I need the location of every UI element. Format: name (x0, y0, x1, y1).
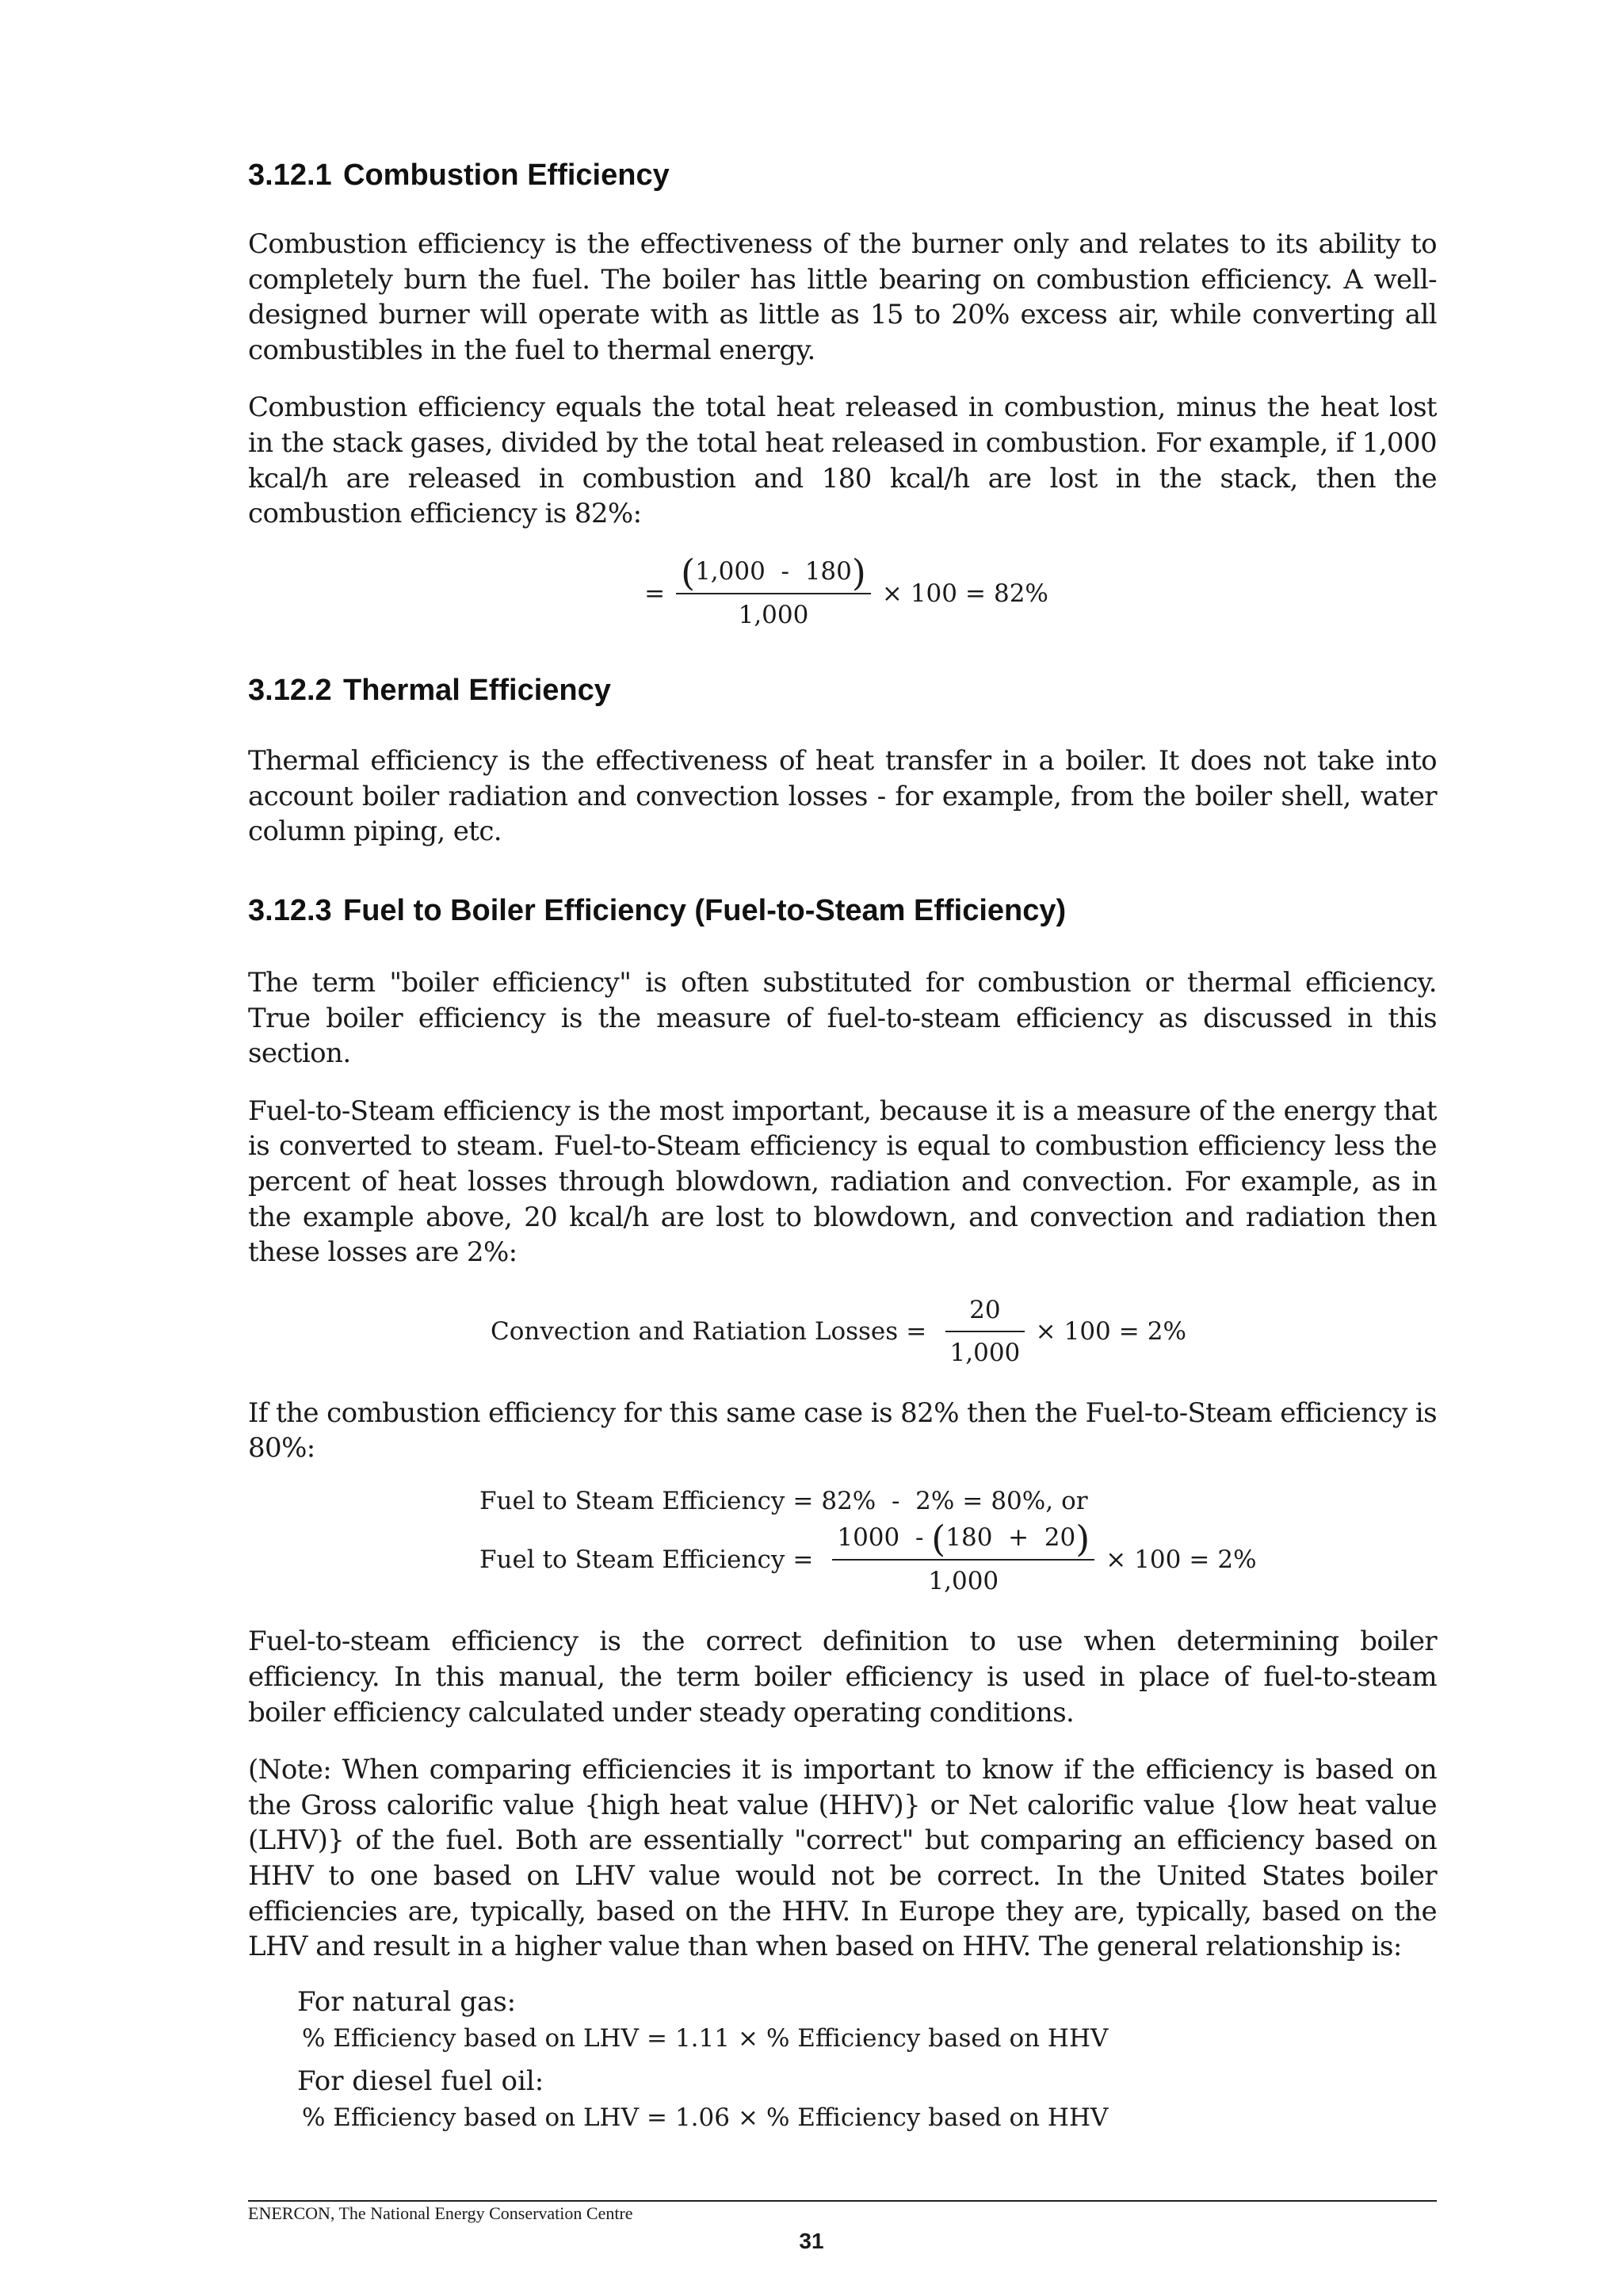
times-sign: × (737, 2023, 758, 2053)
times-sign: × (1035, 1316, 1056, 1346)
numerator: 1,000 - 180 (695, 556, 852, 586)
section-title: Thermal Efficiency (343, 674, 611, 708)
equals-sign: = (962, 1486, 983, 1515)
equation-fuel-to-steam-2 (248, 1517, 1437, 1598)
paragraph: Combustion efficiency is the effectiveness of the burner only and relates to its ability to completely burn the fuel. The boiler has little bearing on combustion efficiency. A well-designed burner will operate with as little as 15 to 20% excess air, while converting all combustibles in the fuel to thermal energy. (248, 228, 1437, 366)
fuel-label: For natural gas: (297, 1985, 517, 2018)
times-sign: × (737, 2103, 758, 2132)
footer-org: ENERCON, The National Energy Conservation Centre (248, 2203, 633, 2223)
fraction: $\frac{(1,000 - 180)}{1,000}$ (676, 556, 871, 632)
section-heading-3-12-1 (248, 155, 1437, 195)
equals-sign: = (1118, 1316, 1140, 1346)
section-title: Combustion Efficiency (343, 159, 670, 192)
factor: 100 (1134, 1545, 1182, 1574)
paragraph: If the combustion efficiency for this same case is 82% then the Fuel-to-Steam efficiency is 80%: (248, 1396, 1437, 1465)
result: 2% (1147, 1316, 1186, 1346)
section-number: 3.12.1 (248, 159, 332, 192)
equals-sign: = (1189, 1545, 1210, 1574)
equation-label: Fuel to Steam Efficiency (479, 1545, 785, 1574)
footer-rule (248, 2200, 1437, 2202)
page-number: 31 (799, 2229, 824, 2253)
equation-losses (248, 1294, 1437, 1369)
relation-factor: 1.06 (674, 2103, 730, 2132)
result: 82% (993, 579, 1048, 608)
equals-sign: = (964, 579, 986, 608)
equals-sign: = (646, 2103, 667, 2132)
equals-sign: = (644, 579, 666, 608)
section-number: 3.12.2 (248, 674, 332, 708)
equals-sign: = (646, 2023, 667, 2053)
paragraph: (Note: When comparing efficiencies it is important to know if the efficiency is based on the Gross calorific value {high heat value (HHV)} or Net calorific value {low heat value (LHV)} of the fuel. Both are essentially "correct" but comparing an efficiency based on HHV to one based on LHV value would not be correct. In the United States boiler efficiencies are, typically, based on the HHV. In Europe they are, typically, based on the LHV and result in a higher value than when based on HHV. The general relationship is: (248, 1754, 1437, 1963)
relation-lhs: % Efficiency based on LHV (302, 2103, 639, 2132)
numerator-paren: 180 + 20 (945, 1522, 1076, 1552)
section-number: 3.12.3 (248, 894, 332, 928)
page-content (248, 155, 1437, 2136)
result: 80%, (991, 1486, 1054, 1515)
paragraph: Fuel-to-Steam efficiency is the most important, because it is a measure of the energy that is converted to steam. Fuel-to-Steam efficiency is equal to combustion efficiency less the percent of heat losses through blowdown, radiation and convection. For example, as in the example above, 20 kcal/h are lost to blowdown, and convection and radiation then these losses are 2%: (248, 1095, 1437, 1269)
equals-sign: = (792, 1486, 814, 1515)
paragraph: The term "boiler efficiency" is often substituted for combustion or thermal efficiency. True boiler efficiency is the measure of fuel-to-steam efficiency as discussed in this section. (248, 967, 1437, 1070)
fuel-label: For diesel fuel oil: (297, 2065, 544, 2097)
relation-natural-gas (248, 1984, 1437, 2057)
section-title: Fuel to Boiler Efficiency (Fuel-to-Steam Efficiency) (343, 894, 1067, 928)
equation-combustion-efficiency (248, 551, 1437, 632)
equals-sign: = (792, 1545, 814, 1574)
section-heading-3-12-2 (248, 670, 1437, 710)
relation-rhs: % Efficiency based on HHV (766, 2023, 1109, 2053)
relation-diesel (248, 2063, 1437, 2136)
equation-label: Fuel to Steam Efficiency (479, 1486, 785, 1515)
equation-fuel-to-steam-1 (248, 1487, 1437, 1515)
fraction: $\frac{1000 - (180 + 20)}{1,000}$ (832, 1522, 1094, 1598)
times-sign: × (1106, 1545, 1127, 1574)
numerator-left: 1000 - (837, 1522, 924, 1552)
result: 2% (1217, 1545, 1257, 1574)
factor: 100 (910, 579, 957, 608)
factor: 100 (1064, 1316, 1111, 1346)
denominator: 1,000 (928, 1567, 999, 1596)
paragraph: Fuel-to-steam efficiency is the correct definition to use when determining boiler efficiency. In this manual, the term boiler efficiency is used in place of fuel-to-steam boiler efficiency calculated under steady operating conditions. (248, 1626, 1437, 1729)
equation-label: Convection and Ratiation Losses (491, 1316, 899, 1346)
relation-lhs: % Efficiency based on LHV (302, 2023, 639, 2053)
section-heading-3-12-3 (248, 891, 1437, 930)
numerator: 20 (945, 1294, 1024, 1332)
denominator: 1,000 (949, 1338, 1021, 1367)
paragraph: Combustion efficiency equals the total heat released in combustion, minus the heat lost in the stack gases, divided by the total heat released in combustion. For example, if 1,000 kcal/h are released in combustion and 180 kcal/h are lost in the stack, then the combustion efficiency is 82%: (248, 392, 1437, 530)
relation-rhs: % Efficiency based on HHV (766, 2103, 1109, 2132)
equals-sign: = (906, 1316, 927, 1346)
expression: 82% - 2% (821, 1486, 955, 1515)
or-word: or (1061, 1486, 1088, 1515)
times-sign: × (881, 579, 903, 608)
denominator: 1,000 (738, 601, 809, 630)
paragraph: Thermal efficiency is the effectiveness of heat transfer in a boiler. It does not take into account boiler radiation and convection losses - for example, from the boiler shell, water column piping, etc. (248, 745, 1437, 848)
fraction (945, 1294, 1024, 1369)
relation-factor: 1.11 (674, 2023, 730, 2053)
